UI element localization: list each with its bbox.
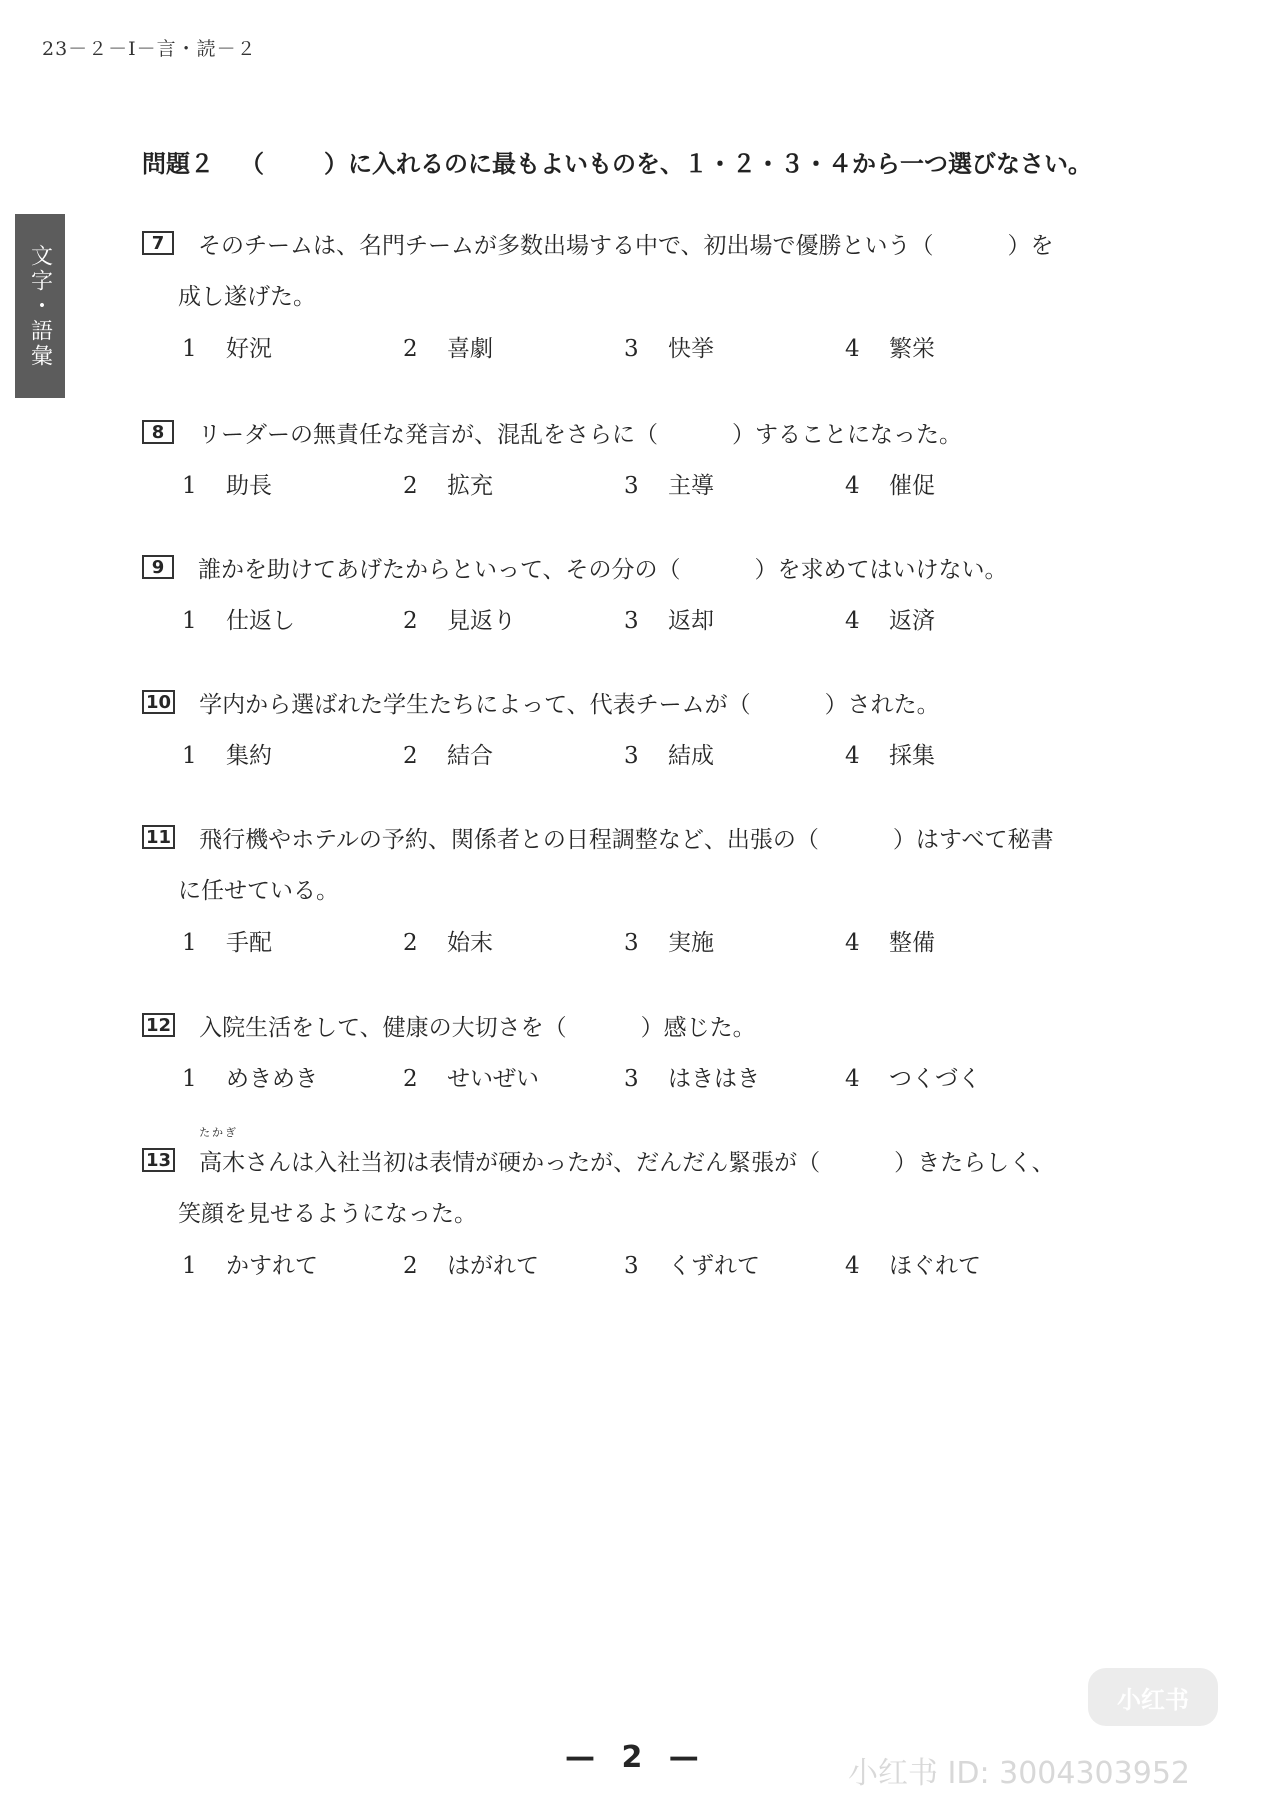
problem-instruction xyxy=(142,144,1162,179)
question-text-continuation: に任せている。 xyxy=(178,878,339,904)
choice-text: 見返り xyxy=(447,608,516,634)
choices xyxy=(182,737,1142,770)
choice-4[interactable] xyxy=(845,467,1066,500)
question-text-before: 飛行機やホテルの予約、関係者との日程調整など、出張の（ xyxy=(199,826,819,853)
choice-1[interactable] xyxy=(182,330,403,363)
instruction-text: に入れるのに最もよいものを、１・２・３・４から一つ選びなさい。 xyxy=(348,150,1092,178)
question-text-before: 誰かを助けてあげたからといって、その分の（ xyxy=(198,556,681,583)
question-text-after: ）された。 xyxy=(824,691,940,718)
choice-1[interactable] xyxy=(182,1060,403,1093)
question-text-after: ）きたらしく、 xyxy=(894,1149,1055,1176)
question-number: 8 xyxy=(142,420,174,444)
question-12 xyxy=(142,1008,1142,1093)
choice-2[interactable] xyxy=(403,924,624,957)
choice-number: 1 xyxy=(182,743,197,769)
choices xyxy=(182,1247,1142,1280)
choice-text: はがれて xyxy=(447,1253,539,1279)
choice-text: せいぜい xyxy=(447,1066,539,1092)
question-9 xyxy=(142,550,1142,635)
choices xyxy=(182,1060,1142,1093)
choice-text: 快挙 xyxy=(668,336,714,362)
section-side-tab-label: 文字・語彙 xyxy=(27,243,53,369)
choice-2[interactable] xyxy=(403,1247,624,1280)
choice-number: 2 xyxy=(403,930,418,956)
choice-number: 4 xyxy=(845,336,860,362)
choice-1[interactable] xyxy=(182,737,403,770)
choice-number: 3 xyxy=(624,1066,639,1092)
question-text-before: リーダーの無責任な発言が、混乱をさらに（ xyxy=(198,421,658,448)
choice-4[interactable] xyxy=(845,924,1066,957)
choice-3[interactable] xyxy=(624,737,845,770)
choice-text: 好況 xyxy=(226,336,272,362)
choice-text: めきめき xyxy=(226,1066,318,1092)
choice-number: 4 xyxy=(845,743,860,769)
choice-3[interactable] xyxy=(624,1247,845,1280)
problem-label: 問題２ xyxy=(142,150,214,178)
choice-text: 採集 xyxy=(889,743,935,769)
choice-text: 集約 xyxy=(226,743,272,769)
choice-number: 1 xyxy=(182,608,197,634)
question-number: 9 xyxy=(142,555,174,579)
header-code: 23－２－Ⅰ－言・読－２ xyxy=(42,38,257,60)
choice-number: 2 xyxy=(403,336,418,362)
question-number: 12 xyxy=(142,1013,175,1037)
choice-number: 3 xyxy=(624,608,639,634)
choice-number: 2 xyxy=(403,1253,418,1279)
section-side-tab xyxy=(15,214,65,398)
choice-text: 結合 xyxy=(447,743,493,769)
question-7 xyxy=(142,226,1142,363)
choice-2[interactable] xyxy=(403,330,624,363)
choice-number: 4 xyxy=(845,473,860,499)
choice-number: 4 xyxy=(845,608,860,634)
question-number: 11 xyxy=(142,825,175,849)
choices xyxy=(182,467,1142,500)
choice-text: 繁栄 xyxy=(889,336,935,362)
furigana: たかぎ xyxy=(199,1125,239,1139)
question-11 xyxy=(142,820,1142,957)
choice-text: 手配 xyxy=(226,930,272,956)
choice-number: 4 xyxy=(845,930,860,956)
choice-number: 1 xyxy=(182,1066,197,1092)
choice-3[interactable] xyxy=(624,602,845,635)
name-with-furigana xyxy=(199,1125,246,1177)
choice-3[interactable] xyxy=(624,924,845,957)
ruby-base: 高木 xyxy=(199,1149,246,1176)
question-8 xyxy=(142,415,1142,500)
choice-number: 3 xyxy=(624,473,639,499)
question-number: 13 xyxy=(142,1148,175,1172)
choice-text: くずれて xyxy=(668,1253,760,1279)
choice-number: 1 xyxy=(182,1253,197,1279)
choice-1[interactable] xyxy=(182,602,403,635)
choice-text: 返済 xyxy=(889,608,935,634)
choice-text: 拡充 xyxy=(447,473,493,499)
choices xyxy=(182,602,1142,635)
choice-number: 3 xyxy=(624,743,639,769)
question-13 xyxy=(142,1125,1142,1280)
choice-text: 返却 xyxy=(668,608,714,634)
choice-number: 2 xyxy=(403,1066,418,1092)
question-text-after: ）を求めてはいけない。 xyxy=(754,556,1008,583)
question-text-before: そのチームは、名門チームが多数出場する中で、初出場で優勝という（ xyxy=(198,232,934,259)
choice-number: 4 xyxy=(845,1066,860,1092)
question-number: 10 xyxy=(142,690,175,714)
watermark-logo: 小红书 xyxy=(1088,1668,1218,1726)
choice-number: 3 xyxy=(624,930,639,956)
choice-text: 整備 xyxy=(889,930,935,956)
question-10 xyxy=(142,685,1142,770)
choice-4[interactable] xyxy=(845,737,1066,770)
choice-3[interactable] xyxy=(624,330,845,363)
choice-number: 1 xyxy=(182,336,197,362)
choice-2[interactable] xyxy=(403,737,624,770)
page-number: — 2 — xyxy=(565,1740,707,1775)
choice-4[interactable] xyxy=(845,1060,1066,1093)
choice-number: 1 xyxy=(182,930,197,956)
choice-text: 仕返し xyxy=(226,608,295,634)
choice-text: 催促 xyxy=(889,473,935,499)
question-text-continuation: 笑顔を見せるようになった。 xyxy=(178,1201,477,1227)
question-text-after: ）を xyxy=(1007,232,1054,259)
question-text-after: ）することになった。 xyxy=(732,421,962,448)
choice-number: 4 xyxy=(845,1253,860,1279)
choice-number: 3 xyxy=(624,1253,639,1279)
choice-number: 2 xyxy=(403,743,418,769)
question-text-before: さんは入社当初は表情が硬かったが、だんだん緊張が（ xyxy=(245,1149,821,1176)
choice-1[interactable] xyxy=(182,924,403,957)
choice-2[interactable] xyxy=(403,467,624,500)
choice-3[interactable] xyxy=(624,467,845,500)
choice-1[interactable] xyxy=(182,1247,403,1280)
choice-number: 1 xyxy=(182,473,197,499)
instruction-open-paren: （ xyxy=(240,150,264,178)
choice-text: はきはき xyxy=(668,1066,760,1092)
question-text-before: 入院生活をして、健康の大切さを（ xyxy=(199,1014,567,1041)
choices xyxy=(182,330,1142,363)
choice-2[interactable] xyxy=(403,602,624,635)
instruction-close-paren: ） xyxy=(324,150,348,178)
choice-text: 実施 xyxy=(668,930,714,956)
question-text-after: ）感じた。 xyxy=(640,1014,756,1041)
choice-1[interactable] xyxy=(182,467,403,500)
choice-number: 2 xyxy=(403,608,418,634)
choice-text: かすれて xyxy=(226,1253,318,1279)
choice-text: 主導 xyxy=(668,473,714,499)
choice-text: 助長 xyxy=(226,473,272,499)
choice-4[interactable] xyxy=(845,330,1066,363)
choice-text: 結成 xyxy=(668,743,714,769)
question-text-continuation: 成し遂げた。 xyxy=(178,284,316,310)
choice-text: ほぐれて xyxy=(889,1253,981,1279)
question-text-before: 学内から選ばれた学生たちによって、代表チームが（ xyxy=(199,691,751,718)
choice-text: 始末 xyxy=(447,930,493,956)
watermark-text: 小红书 ID: 3004303952 xyxy=(848,1756,1190,1791)
choice-3[interactable] xyxy=(624,1060,845,1093)
choice-2[interactable] xyxy=(403,1060,624,1093)
question-number: 7 xyxy=(142,231,174,255)
question-text-after: ）はすべて秘書 xyxy=(892,826,1054,853)
choice-4[interactable] xyxy=(845,1247,1066,1280)
choice-number: 3 xyxy=(624,336,639,362)
choice-text: つくづく xyxy=(889,1066,981,1092)
choice-text: 喜劇 xyxy=(447,336,493,362)
choices xyxy=(182,924,1142,957)
choice-number: 2 xyxy=(403,473,418,499)
choice-4[interactable] xyxy=(845,602,1066,635)
